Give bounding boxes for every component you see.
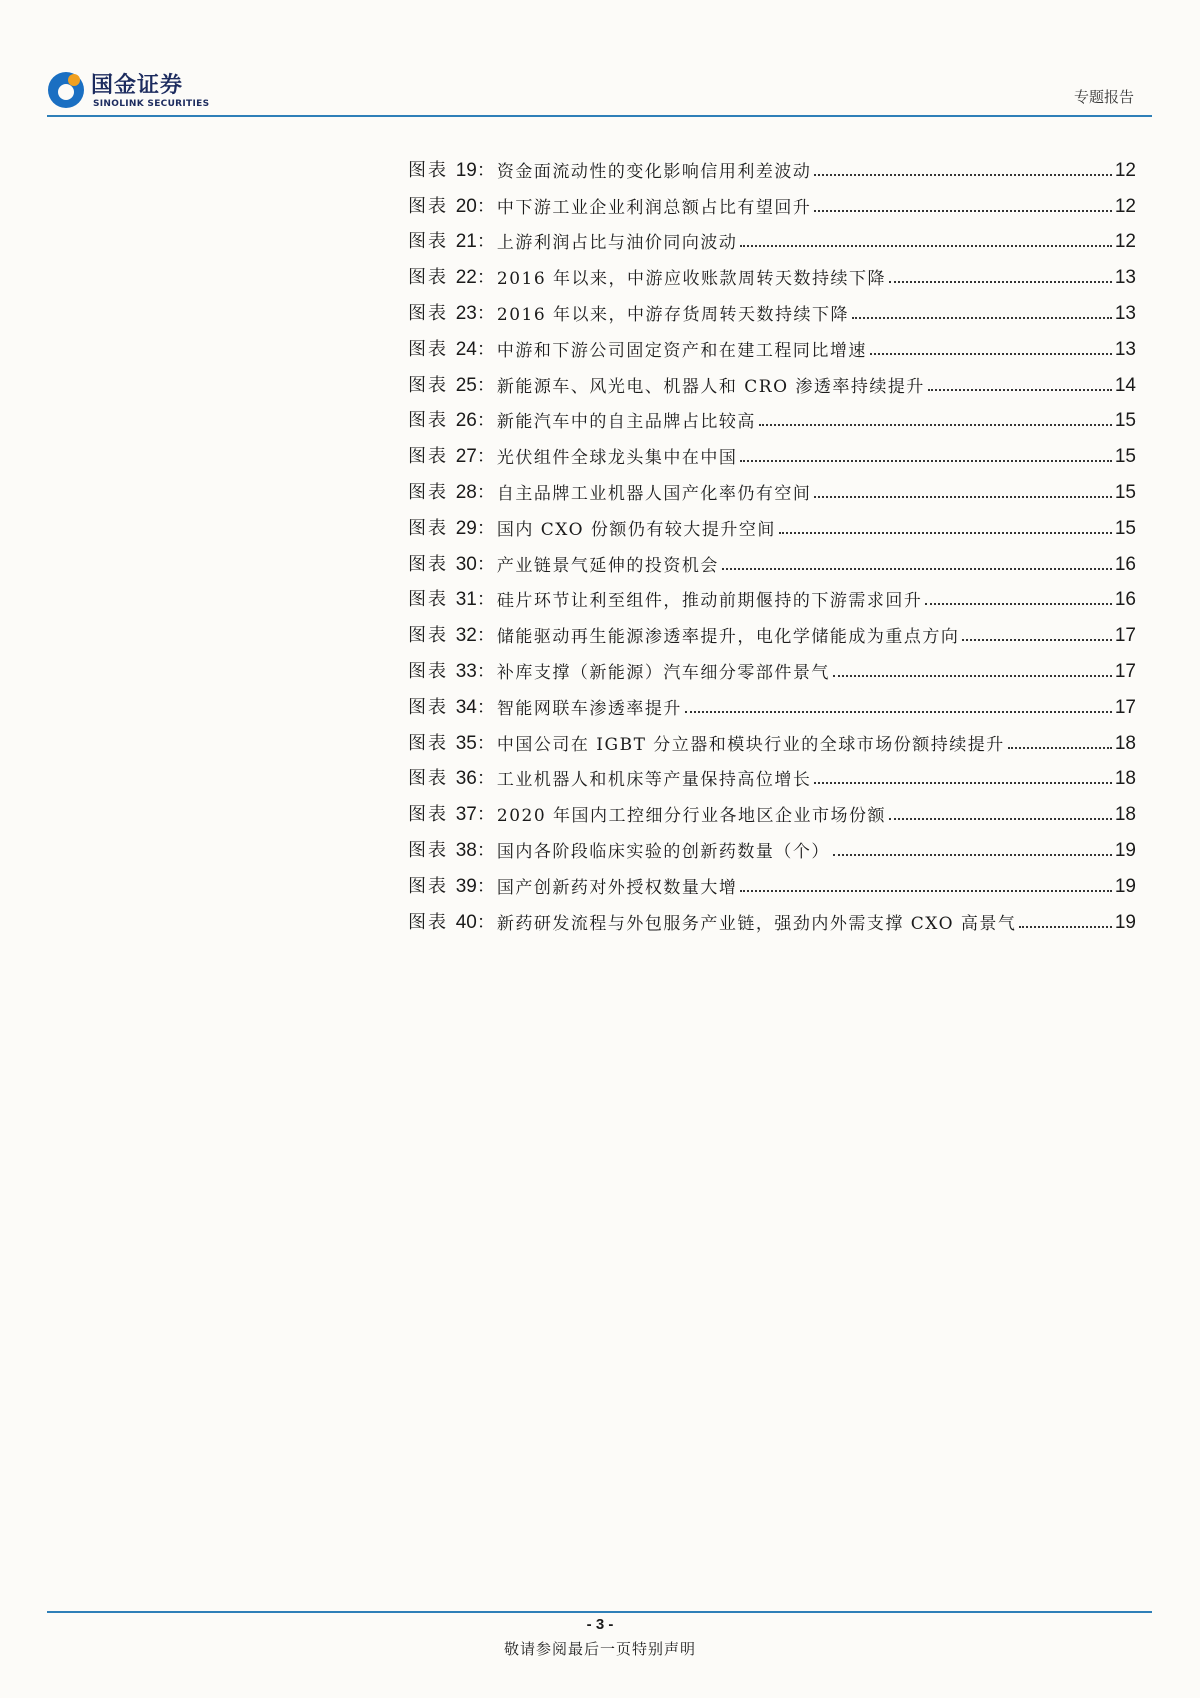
toc-entry-number: 39 (455, 875, 477, 897)
toc-entry-number: 38 (455, 839, 477, 861)
logo-text-cn: 国金证券 (91, 73, 184, 98)
toc-dot-leader (889, 818, 1112, 820)
toc-entry-page: 15 (1114, 446, 1136, 468)
toc-entry-number: 35 (455, 732, 477, 754)
toc-entry[interactable] (408, 397, 1136, 433)
toc-entry[interactable] (408, 218, 1136, 254)
toc-entry-label: 图表 33： (408, 660, 497, 682)
toc-entry-label: 图表 27： (408, 446, 497, 468)
toc-dot-leader (740, 460, 1111, 462)
toc-entry-title: 新药研发流程与外包服务产业链，强劲内外需支撑 CXO 高景气 (496, 913, 1017, 934)
toc-entry-page: 18 (1114, 768, 1136, 790)
toc-entry-number: 36 (455, 768, 477, 790)
toc-entry-title: 光伏组件全球龙头集中在中国 (496, 448, 738, 469)
toc-entry-title: 补库支撑（新能源）汽车细分零部件景气 (496, 662, 830, 683)
toc-entry[interactable] (408, 361, 1136, 397)
toc-entry-number: 22 (455, 267, 477, 289)
toc-entry-page: 16 (1114, 553, 1136, 575)
toc-entry-title: 2020 年国内工控细分行业各地区企业市场份额 (496, 806, 887, 827)
toc-entry-title: 国内 CXO 份额仍有较大提升空间 (496, 519, 776, 540)
toc-entry[interactable] (408, 719, 1136, 755)
toc-entry-page: 13 (1114, 338, 1136, 360)
toc-entry-label: 图表 39： (408, 875, 497, 897)
toc-dot-leader (925, 603, 1111, 605)
toc-entry-page: 18 (1114, 732, 1136, 754)
toc-entry[interactable] (408, 146, 1136, 182)
toc-entry-label-text: 图表 (408, 338, 448, 360)
toc-entry[interactable] (408, 683, 1136, 719)
toc-entry[interactable] (408, 862, 1136, 898)
toc-entry-title: 工业机器人和机床等产量保持高位增长 (496, 770, 812, 791)
toc-entry-label: 图表 32： (408, 625, 497, 647)
toc-entry-label: 图表 20： (408, 195, 497, 217)
toc-entry-title: 2016 年以来，中游存货周转天数持续下降 (496, 304, 850, 325)
toc-dot-leader (814, 174, 1111, 176)
toc-entry-label-text: 图表 (408, 732, 448, 754)
toc-entry-page: 12 (1114, 159, 1136, 181)
toc-entry-label-text: 图表 (408, 911, 448, 933)
toc-entry-page: 17 (1114, 660, 1136, 682)
toc-entry-number: 21 (455, 231, 477, 253)
toc-entry-page: 14 (1114, 374, 1136, 396)
toc-entry-label-text: 图表 (408, 553, 448, 575)
toc-entry-label-text: 图表 (408, 481, 448, 503)
table-of-figures (408, 146, 1136, 934)
toc-entry-page: 18 (1114, 804, 1136, 826)
toc-entry-title: 资金面流动性的变化影响信用利差波动 (496, 161, 812, 182)
toc-entry-title: 新能汽车中的自主品牌占比较高 (496, 412, 756, 433)
toc-entry-label-text: 图表 (408, 839, 448, 861)
toc-entry-title: 中下游工业企业利润总额占比有望回升 (496, 197, 812, 218)
toc-entry-label-text: 图表 (408, 267, 448, 289)
toc-entry-page: 17 (1114, 625, 1136, 647)
toc-dot-leader (740, 890, 1111, 892)
toc-entry-label: 图表 21： (408, 231, 497, 253)
toc-dot-leader (889, 281, 1112, 283)
toc-entry-number: 31 (455, 589, 477, 611)
toc-entry-number: 37 (455, 804, 477, 826)
toc-entry-page: 13 (1114, 302, 1136, 324)
toc-entry-label: 图表 34： (408, 696, 497, 718)
toc-entry-label-text: 图表 (408, 231, 448, 253)
toc-entry-label-text: 图表 (408, 875, 448, 897)
toc-entry[interactable] (408, 182, 1136, 218)
toc-entry[interactable] (408, 611, 1136, 647)
toc-entry-title: 国内各阶段临床实验的创新药数量（个） (496, 841, 830, 862)
toc-entry-number: 29 (455, 517, 477, 539)
toc-entry-label: 图表 23： (408, 302, 497, 324)
toc-entry-number: 30 (455, 553, 477, 575)
toc-entry-label: 图表 29： (408, 517, 497, 539)
toc-entry-label: 图表 31： (408, 589, 497, 611)
toc-entry-label-text: 图表 (408, 660, 448, 682)
toc-entry[interactable] (408, 504, 1136, 540)
toc-entry-label-text: 图表 (408, 159, 448, 181)
toc-entry[interactable] (408, 468, 1136, 504)
toc-entry-number: 23 (455, 302, 477, 324)
disclaimer-note: 敬请参阅最后一页特别声明 (503, 1640, 696, 1658)
toc-dot-leader (833, 675, 1112, 677)
toc-entry-number: 40 (455, 911, 477, 933)
toc-dot-leader (814, 496, 1111, 498)
toc-entry-label-text: 图表 (408, 696, 448, 718)
toc-entry[interactable] (408, 289, 1136, 325)
logo-mark-icon (47, 71, 85, 109)
toc-entry-title: 产业链景气延伸的投资机会 (496, 555, 719, 576)
toc-entry-number: 34 (455, 696, 477, 718)
toc-dot-leader (1008, 747, 1112, 749)
toc-entry-title: 硅片环节让利至组件，推动前期偃持的下游需求回升 (496, 591, 923, 612)
toc-dot-leader (740, 245, 1111, 247)
toc-entry-label: 图表 35： (408, 732, 497, 754)
toc-entry-label: 图表 38： (408, 839, 497, 861)
toc-entry-page: 19 (1114, 839, 1136, 861)
toc-entry-label: 图表 19： (408, 159, 497, 181)
toc-entry-page: 12 (1114, 195, 1136, 217)
toc-entry-number: 33 (455, 660, 477, 682)
toc-entry-title: 国产创新药对外授权数量大增 (496, 877, 738, 898)
page-number: - 3 - (586, 1616, 614, 1633)
toc-dot-leader (779, 532, 1112, 534)
toc-entry-label: 图表 25： (408, 374, 497, 396)
toc-dot-leader (833, 854, 1112, 856)
toc-dot-leader (928, 389, 1112, 391)
toc-entry-label-text: 图表 (408, 195, 448, 217)
company-logo (47, 68, 222, 112)
toc-entry-label-text: 图表 (408, 446, 448, 468)
toc-entry-label-text: 图表 (408, 625, 448, 647)
toc-entry-title: 上游利润占比与油价同向波动 (496, 233, 738, 254)
toc-entry-label-text: 图表 (408, 302, 448, 324)
toc-entry-title: 中国公司在 IGBT 分立器和模块行业的全球市场份额持续提升 (496, 734, 1005, 755)
toc-entry-title: 智能网联车渗透率提升 (496, 698, 682, 719)
toc-entry-title: 新能源车、风光电、机器人和 CRO 渗透率持续提升 (496, 376, 925, 397)
toc-entry-label-text: 图表 (408, 804, 448, 826)
toc-entry-page: 15 (1114, 517, 1136, 539)
toc-dot-leader (852, 317, 1112, 319)
toc-entry-page: 19 (1114, 911, 1136, 933)
toc-entry[interactable] (408, 826, 1136, 862)
toc-entry-number: 25 (455, 374, 477, 396)
toc-entry[interactable] (408, 755, 1136, 791)
toc-entry-number: 28 (455, 481, 477, 503)
toc-entry-page: 19 (1114, 875, 1136, 897)
toc-entry-label: 图表 37： (408, 804, 497, 826)
toc-dot-leader (722, 568, 1112, 570)
toc-entry-page: 13 (1114, 267, 1136, 289)
toc-dot-leader (685, 711, 1112, 713)
toc-entry-label-text: 图表 (408, 517, 448, 539)
toc-entry-label: 图表 40： (408, 911, 497, 933)
toc-entry[interactable] (408, 540, 1136, 576)
toc-entry-label: 图表 30： (408, 553, 497, 575)
toc-entry-title: 自主品牌工业机器人国产化率仍有空间 (496, 483, 812, 504)
toc-entry-label: 图表 28： (408, 481, 497, 503)
footer-divider (47, 1611, 1152, 1613)
toc-entry-title: 储能驱动再生能源渗透率提升，电化学储能成为重点方向 (496, 627, 960, 648)
toc-dot-leader (759, 424, 1112, 426)
toc-dot-leader (1019, 926, 1111, 928)
toc-entry[interactable] (408, 432, 1136, 468)
toc-entry[interactable] (408, 647, 1136, 683)
toc-dot-leader (962, 639, 1111, 641)
toc-entry-page: 16 (1114, 589, 1136, 611)
toc-entry-label: 图表 36： (408, 768, 497, 790)
toc-entry-title: 2016 年以来，中游应收账款周转天数持续下降 (496, 269, 887, 290)
toc-entry[interactable] (408, 576, 1136, 612)
toc-entry[interactable] (408, 790, 1136, 826)
toc-entry-page: 12 (1114, 231, 1136, 253)
toc-entry-number: 26 (455, 410, 477, 432)
toc-entry-label: 图表 24： (408, 338, 497, 360)
page-header (47, 66, 1152, 116)
toc-entry[interactable] (408, 898, 1136, 934)
report-type: 专题报告 (1073, 88, 1134, 106)
toc-entry[interactable] (408, 325, 1136, 361)
header-divider (47, 115, 1152, 117)
toc-dot-leader (870, 353, 1112, 355)
toc-entry-number: 20 (455, 195, 477, 217)
toc-entry-number: 32 (455, 625, 477, 647)
toc-entry[interactable] (408, 253, 1136, 289)
toc-entry-label: 图表 22： (408, 267, 497, 289)
toc-dot-leader (814, 210, 1111, 212)
toc-entry-number: 19 (455, 159, 477, 181)
toc-entry-number: 24 (455, 338, 477, 360)
toc-entry-page: 15 (1114, 481, 1136, 503)
toc-entry-page: 17 (1114, 696, 1136, 718)
toc-entry-title: 中游和下游公司固定资产和在建工程同比增速 (496, 340, 867, 361)
toc-entry-page: 15 (1114, 410, 1136, 432)
toc-entry-label: 图表 26： (408, 410, 497, 432)
toc-entry-label-text: 图表 (408, 589, 448, 611)
logo-text-en: SINOLINK SECURITIES (93, 99, 210, 109)
toc-entry-number: 27 (455, 446, 477, 468)
toc-entry-label-text: 图表 (408, 768, 448, 790)
toc-entry-label-text: 图表 (408, 410, 448, 432)
toc-entry-label-text: 图表 (408, 374, 448, 396)
toc-dot-leader (814, 782, 1111, 784)
